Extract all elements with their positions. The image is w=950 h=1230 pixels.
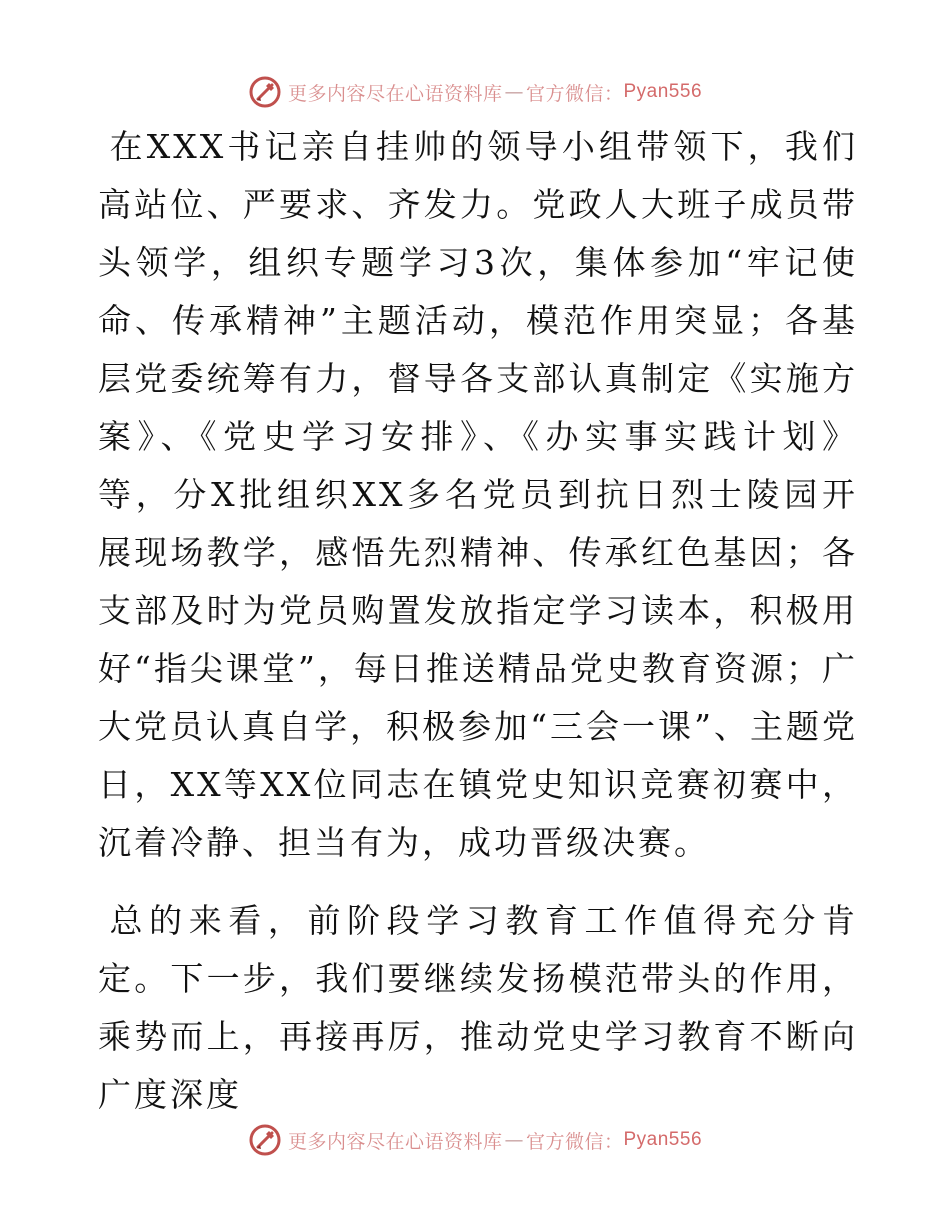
brand-logo-icon — [248, 1123, 282, 1157]
brand-logo-icon — [248, 75, 282, 109]
document-body — [98, 118, 858, 1124]
paragraph-2: 总的来看，前阶段学习教育工作值得充分肯定。下一步，我们要继续发扬模范带头的作用，乘势而上，再接再厉，推动党史学习教育不断向广度深度 — [98, 901, 858, 1114]
header-banner — [0, 72, 950, 112]
header-brand-text: 更多内容尽在心语资料库 — [287, 82, 503, 105]
footer-separator: — — [504, 1129, 524, 1151]
header-wechat-handle: Pyan556 — [623, 81, 703, 102]
footer-wechat-handle: Pyan556 — [623, 1129, 703, 1150]
paragraph-1: 在XXX书记亲自挂帅的领导小组带领下，我们高站位、严要求、齐发力。党政人大班子成员带头领学，组织专题学习3次，集体参加“牢记使命、传承精神”主题活动，模范作用突显；各基层党委统筹有力，督导各支部认真制定《实施方案》、《党史学习安排》、《办实事实践计划》等，分X批组织XX多名党员到抗日烈士陵园开展现场教学，感悟先烈精神、传承红色基因；各支部及时为党员购置发放指定学习读本，积极用好“指尖课堂”，每日推送精品党史教育资源；广大党员认真自学，积极参加“三会一课”、主题党日，XX等XX位同志在镇党史知识竞赛初赛中，沉着冷静、担当有为，成功晋级决赛。 — [98, 127, 858, 862]
header-wechat-label: 官方微信： — [525, 82, 624, 105]
footer-banner — [0, 1120, 950, 1160]
footer-brand-text: 更多内容尽在心语资料库 — [287, 1130, 503, 1153]
header-separator: — — [504, 81, 524, 103]
footer-wechat-label: 官方微信： — [525, 1130, 624, 1153]
